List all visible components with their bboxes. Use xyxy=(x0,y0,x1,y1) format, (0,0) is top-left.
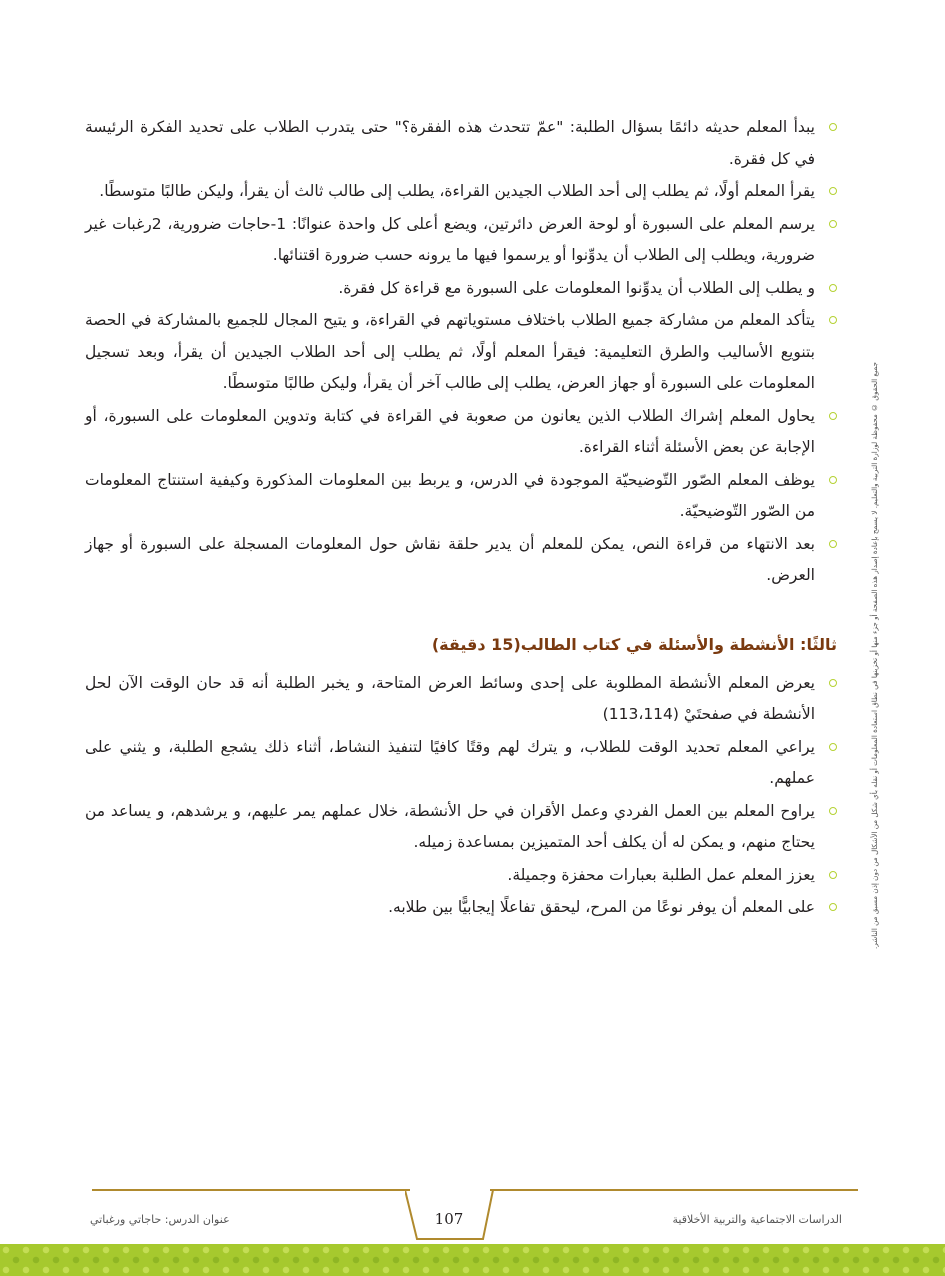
list-item xyxy=(85,892,837,924)
circle-bullet-icon xyxy=(829,871,837,879)
circle-bullet-icon xyxy=(829,316,837,324)
list-item xyxy=(85,529,837,592)
circle-bullet-icon xyxy=(829,187,837,195)
list-item-text: يبدأ المعلم حديثه دائمًا بسؤال الطلبة: "عمّ تتحدث هذه الفقرة؟" حتى يتدرب الطلاب على تحديد الفكرة الرئيسة في كل فقرة. xyxy=(85,118,815,168)
list-item-text: يراعي المعلم تحديد الوقت للطلاب، و يترك لهم وقتًا كافيًا لتنفيذ النشاط، أثناء ذلك يشجع الطلبة، و يثني على عملهم. xyxy=(85,737,815,787)
copyright-note: جميع الحقوق © محفوظة لوزارة التربية والتعليم. لا يسمح بإعادة إصدار هذه الصفحة أو جزء منها أو تخزينها في نطاق استعادة المعلومات أو نقله بأي شكل من الأشكال من دون إذن مسبق من الناشر. xyxy=(870,361,879,949)
main-content xyxy=(85,112,837,925)
list-item-text: يرسم المعلم على السبورة أو لوحة العرض دائرتين، ويضع أعلى كل واحدة عنوانًا: 1-حاجات ضرورية، 2رغبات غير ضرورية، ويطلب إلى الطلاب أن يدوِّنوا أو يرسموا فيها ما يرونه حسب ضرورة اقتنائها. xyxy=(85,214,815,264)
bullet-list-top xyxy=(85,112,837,592)
list-item xyxy=(85,668,837,731)
list-item xyxy=(85,401,837,464)
circle-bullet-icon xyxy=(829,284,837,292)
list-item xyxy=(85,273,837,305)
circle-bullet-icon xyxy=(829,412,837,420)
list-item xyxy=(85,305,837,400)
list-item xyxy=(85,112,837,175)
circle-bullet-icon xyxy=(829,679,837,687)
list-item xyxy=(85,732,837,795)
list-item-text: يعزز المعلم عمل الطلبة بعبارات محفزة وجميلة. xyxy=(507,865,815,884)
list-item-text: يحاول المعلم إشراك الطلاب الذين يعانون من صعوبة في القراءة في كتابة وتدوين المعلومات على السبورة، أو الإجابة عن بعض الأسئلة أثناء القراءة. xyxy=(85,406,815,456)
bullet-list-bottom xyxy=(85,668,837,924)
list-item-text: يعرض المعلم الأنشطة المطلوبة على إحدى وسائط العرض المتاحة، و يخبر الطلبة أنه قد حان الوقت الآن لحل الأنشطة في صفحتَيْ (113،114) xyxy=(85,673,815,723)
circle-bullet-icon xyxy=(829,540,837,548)
footer-lesson-title: عنوان الدرس: حاجاتي ورغباتي xyxy=(90,1213,230,1226)
circle-bullet-icon xyxy=(829,123,837,131)
circle-bullet-icon xyxy=(829,743,837,751)
list-item xyxy=(85,209,837,272)
list-item xyxy=(85,176,837,208)
footer-rule-left xyxy=(92,1189,410,1191)
list-item-text: يقرأ المعلم أولًا، ثم يطلب إلى أحد الطلاب الجيدين القراءة، يطلب إلى طالب ثالث أن يقرأ، وليكن طالبًا متوسطًا. xyxy=(99,182,815,200)
list-item-text: على المعلم أن يوفر نوعًا من المرح، ليحقق تفاعلًا إيجابيًّا بين طلابه. xyxy=(388,898,815,916)
footer-rule-right xyxy=(490,1189,858,1191)
list-item-text: و يطلب إلى الطلاب أن يدوِّنوا المعلومات على السبورة مع قراءة كل فقرة. xyxy=(338,278,815,297)
list-item-text: يوظف المعلم الصّور التّوضيحيّة الموجودة في الدرس، و يربط بين المعلومات المذكورة وكيفية استنتاج المعلومات من الصّور التّوضيحيّة. xyxy=(85,470,815,520)
list-item xyxy=(85,465,837,528)
list-item-text: بعد الانتهاء من قراءة النص، يمكن للمعلم أن يدير حلقة نقاش حول المعلومات المسجلة على السبورة أو جهاز العرض. xyxy=(85,534,815,584)
list-item xyxy=(85,860,837,892)
section-title: ثالثًا: الأنشطة والأسئلة في كتاب الطالب(15 دقيقة) xyxy=(431,634,837,654)
decorative-bottom-band xyxy=(0,1244,945,1276)
circle-bullet-icon xyxy=(829,220,837,228)
circle-bullet-icon xyxy=(829,903,837,911)
circle-bullet-icon xyxy=(829,807,837,815)
page-number: 107 xyxy=(434,1210,464,1228)
list-item-text: يراوح المعلم بين العمل الفردي وعمل الأقران في حل الأنشطة، خلال عملهم يمر عليهم، و يرشدهم، و يساعد من يحتاج منهم، و يمكن له أن يكلف أحد المتميزين بمساعدة زميله. xyxy=(85,801,815,851)
circle-bullet-icon xyxy=(829,476,837,484)
list-item-text: يتأكد المعلم من مشاركة جميع الطلاب باختلاف مستوياتهم في القراءة، و يتيح المجال للجميع بالمشاركة في الحصة بتنويع الأساليب والطرق التعليمية: فيقرأ المعلم أولًا، ثم يطلب إلى أحد الطلاب الجيدين أن يقرأ، وبعد تسجيل المعلومات على السبورة أو جهاز العرض، يطلب إلى طالب آخر أن يقرأ، وليكن طالبًا متوسطًا. xyxy=(85,311,815,392)
footer-subject: الدراسات الاجتماعية والتربية الأخلاقية xyxy=(672,1213,842,1226)
list-item xyxy=(85,796,837,859)
